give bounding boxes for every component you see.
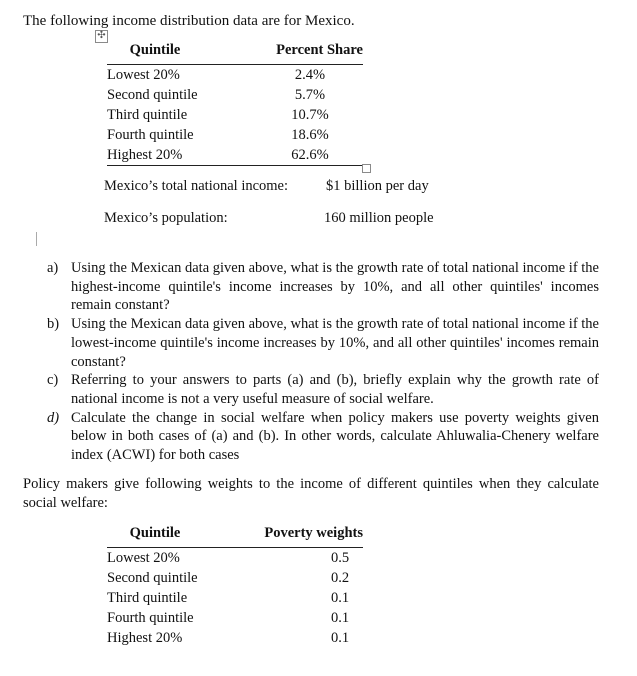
cell-weight: 0.1 [330,610,350,626]
intro-text: The following income distribution data are for Mexico. [23,13,355,29]
weights-intro: Policy makers give following weights to the income of different quintiles when they calculate social welfare: [23,476,599,511]
population-value: 160 million people [324,210,434,226]
question-text: Calculate the change in social welfare when policy makers use poverty weights given below in both cases of (a) and (b). In other words, calculate Ahluwalia-Chenery welfare index (ACWI) for both cases [71,409,599,464]
header-quintile: Quintile [129,42,181,58]
income-value: $1 billion per day [326,178,429,194]
table-row [107,125,363,145]
cell-quintile: Second quintile [107,570,198,586]
cell-quintile: Lowest 20% [107,550,180,566]
question-text: Referring to your answers to parts (a) and (b), briefly explain why the growth rate of national income is not a very useful measure of social welfare. [71,372,599,407]
question-label: c) [47,372,59,389]
question-label: a) [47,260,59,276]
cell-weight: 0.2 [330,570,350,586]
question-item [47,409,599,465]
table-row [107,608,363,628]
table-row [107,145,363,165]
header-poverty-weights: Poverty weights [264,525,363,541]
question-text: Using the Mexican data given above, what is the growth rate of total national income if the lowest-income quintile's income increases by 10%, and all other quintiles' incomes remain constant? [71,316,599,370]
table-header-row [107,42,363,65]
population-label: Mexico’s population: [104,210,228,226]
cell-weight: 0.5 [330,550,350,566]
question-item [47,315,599,371]
table-row [107,85,363,105]
cell-quintile: Highest 20% [107,147,183,163]
cell-quintile: Highest 20% [107,630,183,646]
cell-percent: 62.6% [291,147,329,163]
cell-quintile: Lowest 20% [107,67,180,83]
income-share-table [107,42,363,166]
table-bottom-rule [107,165,363,166]
table-move-handle-icon[interactable]: ✣ [95,30,108,43]
question-label: b) [47,316,60,333]
cell-percent: 10.7% [291,107,329,123]
table-row [107,548,363,568]
table-row [107,628,363,648]
cell-quintile: Second quintile [107,87,198,103]
question-text: Using the Mexican data given above, what is the growth rate of total national income if the highest-income quintile's income increases by 10%, and all other quintiles' incomes remain constant? [71,260,599,314]
question-list [47,259,599,465]
header-quintile: Quintile [129,525,181,541]
question-label: d) [47,409,60,426]
cell-quintile: Fourth quintile [107,127,194,143]
cell-percent: 5.7% [294,87,326,103]
header-percent-share: Percent Share [276,42,363,58]
cell-percent: 2.4% [294,67,326,83]
table-row [107,588,363,608]
income-label: Mexico’s total national income: [104,178,289,194]
table-header-row [107,525,363,548]
text-cursor [36,232,37,246]
cell-quintile: Fourth quintile [107,610,194,626]
question-item [47,371,599,408]
table-row [107,568,363,588]
question-item [47,259,599,315]
cell-quintile: Third quintile [107,107,188,123]
poverty-weights-table [107,525,363,648]
table-resize-handle-icon[interactable] [362,164,371,173]
cell-weight: 0.1 [330,630,350,646]
table-row [107,65,363,85]
table-row [107,105,363,125]
cell-weight: 0.1 [330,590,350,606]
cell-quintile: Third quintile [107,590,188,606]
cell-percent: 18.6% [291,127,329,143]
